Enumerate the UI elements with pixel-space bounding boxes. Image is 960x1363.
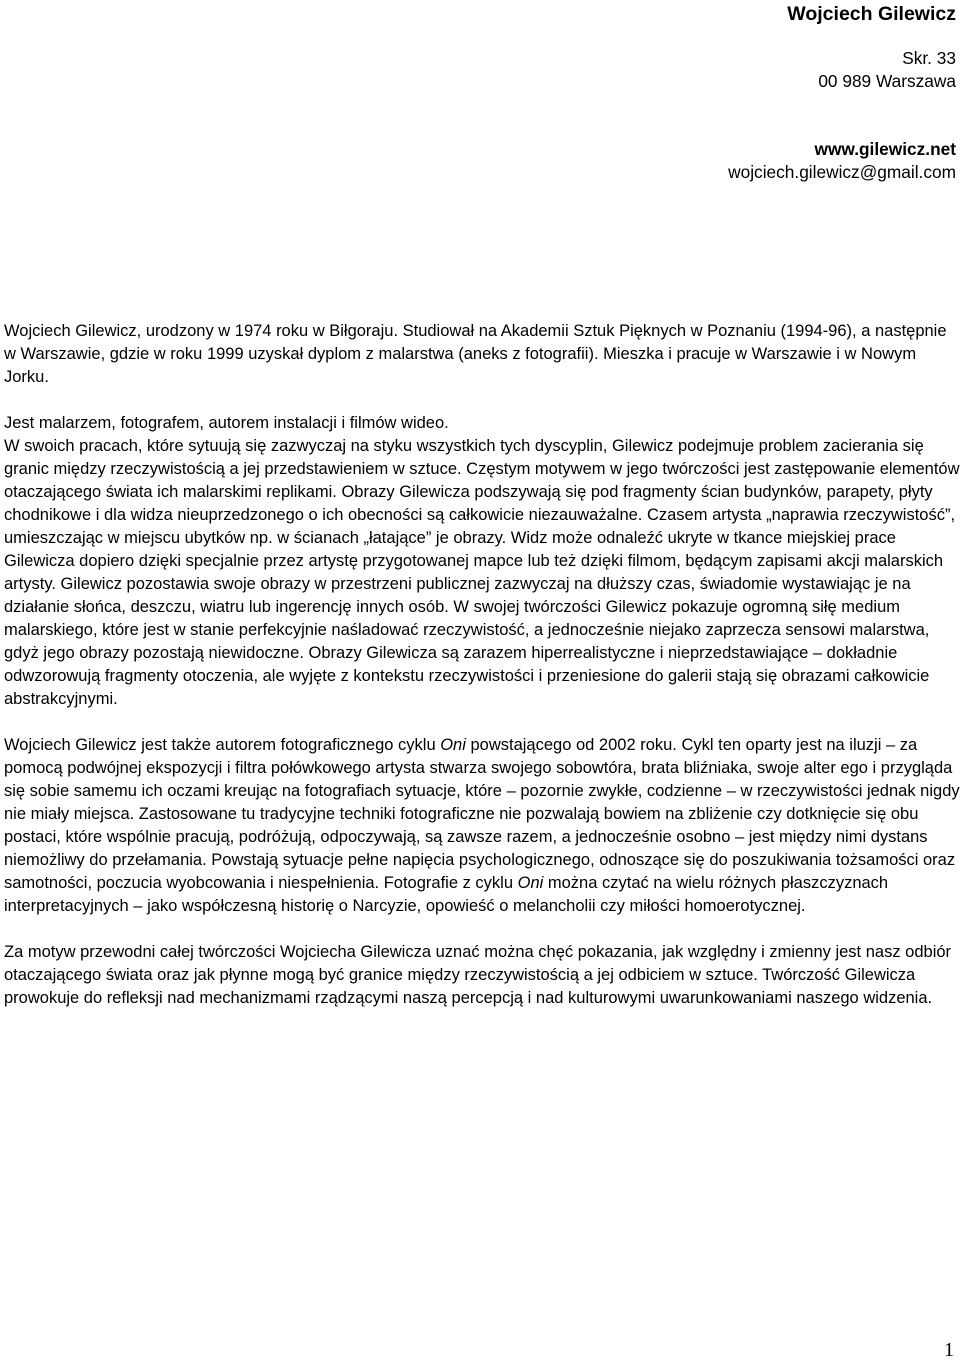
oni-title-second: Oni — [517, 874, 544, 892]
page-number: 1 — [944, 1339, 954, 1361]
email-link[interactable]: wojciech.gilewicz@gmail.com — [728, 162, 956, 182]
oni-title: Oni — [440, 736, 466, 754]
bio-paragraph: Wojciech Gilewicz, urodzony w 1974 roku w Biłgoraju. Studiował na Akademii Sztuk Pięknych w Poznaniu (1994-96), a następnie w Warszawie, gdzie w roku 1999 uzyskał dyplom z malarstwa (aneks z fotografii). Mieszka i pracuje w Warszawie i w Nowym Jorku. — [4, 322, 947, 386]
address-street: Skr. 33 — [902, 48, 956, 68]
address-city: 00 989 Warszawa — [818, 71, 956, 91]
author-name: Wojciech Gilewicz — [787, 3, 956, 25]
roles-paragraph: Jest malarzem, fotografem, autorem instalacji i filmów wideo. — [4, 414, 449, 432]
works-paragraph: W swoich pracach, które sytuują się zazwyczaj na styku wszystkich tych dyscyplin, Gilewicz podejmuje problem zacierania się granic między rzeczywistością a jej przedstawieniem w sztuce. Częstym motywem w jego twórczości jest zastępowanie elementów otaczającego świata ich malarskimi replikami. Obrazy Gilewicza podszywają się pod fragmenty ścian budynków, parapety, płyty chodnikowe i dla widza nieuprzedzonego o ich obecności są całkowicie niezauważalne. Czasem artysta „naprawia rzeczywistość”, umieszczając w miejscu ubytków np. w ścianach „łatające” je obrazy. Widz może odnaleźć ukryte w tkance miejskiej prace Gilewicza dopiero dzięki specjalnie przez artystę przygotowanej mapce lub też dzięki filmom, będącym zapisami akcji malarskich artysty. Gilewicz pozostawia swoje obrazy w przestrzeni publicznej zazwyczaj na dłuższy czas, świadomie wystawiając je na działanie słońca, deszczu, wiatru lub ingerencję innych osób. W swojej twórczości Gilewicz pokazuje ogromną siłę medium malarskiego, które jest w stanie perfekcyjnie naśladować rzeczywistość, a jednocześnie niejako zaprzecza sensowi malarstwa, gdyż jego obrazy pozostają niewidoczne. Obrazy Gilewicza są zarazem hiperrealistyczne i nieprzedstawiające – dokładnie odwzorowują fragmenty otoczenia, ale wyjęte z kontekstu rzeczywistości i przeniesione do galerii stają się obrazami całkowicie abstrakcyjnymi. — [4, 437, 960, 708]
oni-paragraph — [4, 734, 960, 918]
oni-text-middle: powstającego od 2002 roku. Cykl ten oparty jest na iluzji – za pomocą podwójnej ekspozycji i filtra połówkowego artysta stwarza swojego sobowtóra, brata bliźniaka, swoje alter ego i przygląda się sobie samemu ich oczami kreując na fotografiach sytuacje, które – pozornie zwykłe, codzienne – w rzeczywistości jednak nigdy nie miały miejsca. Zastosowane tu tradycyjne techniki fotograficzne nie pozwalają bowiem na zbliżenie czy dotknięcie się obu postaci, które wspólnie pracują, podróżują, odpoczywają, są zawsze razem, a jednocześnie osobno – jest między nimi dystans niemożliwy do przełamania. Powstają sytuacje pełne napięcia psychologicznego, odnoszące się do poszukiwania tożsamości oraz samotności, poczucia wyobcowania i niespełnienia. Fotografie z cyklu — [4, 736, 960, 892]
motif-paragraph: Za motyw przewodni całej twórczości Wojciecha Gilewicza uznać można chęć pokazania, jak względny i zmienny jest nasz odbiór otaczającego świata oraz jak płynne mogą być granice między rzeczywistością a jej odbiciem w sztuce. Twórczość Gilewicza prowokuje do refleksji nad mechanizmami rządzącymi naszą percepcją i nad kulturowymi uwarunkowaniami naszego widzenia. — [4, 943, 952, 1007]
oni-text-start: Wojciech Gilewicz jest także autorem fotograficznego cyklu — [4, 736, 441, 754]
document-body — [4, 320, 960, 1010]
oni-text-end: można czytać na wielu różnych płaszczyznach interpretacyjnych – jako współczesną historię o Narcyzie, opowieść o melancholii czy miłości homoerotycznej. — [4, 874, 889, 915]
contact-header — [356, 0, 956, 184]
website-link[interactable]: www.gilewicz.net — [814, 139, 956, 159]
